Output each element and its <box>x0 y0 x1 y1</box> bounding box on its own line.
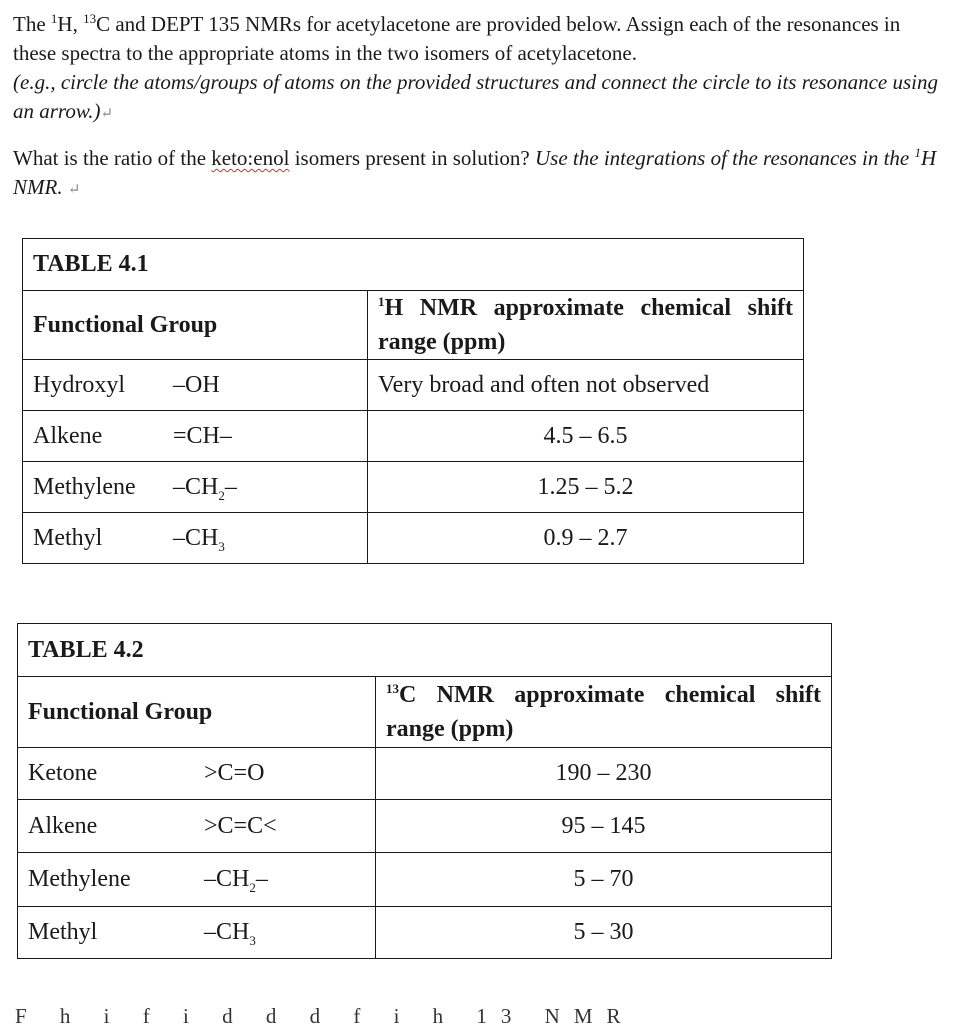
table-4-2 <box>17 623 832 959</box>
cut-off-text-line: F h i f i d d d f i h 13 NMR <box>15 1006 635 1026</box>
instruction-italic: (e.g., circle the atoms/groups of atoms on the provided structures and connect the circle to its resonance using an arrow.) <box>13 70 939 123</box>
return-mark-icon: ↵ <box>100 106 114 122</box>
col-header-functional-group: Functional Group <box>18 677 376 748</box>
table-caption: TABLE 4.1 <box>23 239 804 291</box>
table-caption: TABLE 4.2 <box>18 624 832 677</box>
table-row: Methyl $-CH_3$ 5 – 30 <box>18 907 832 959</box>
question-paragraph-2: What is the ratio of the keto:enol isomers present in solution? Use the integrations of the resonances in the $^1$H NMR. ↵ <box>13 145 937 199</box>
col-header-shift-range: $^{13}$C NMR approximate chemical shift range (ppm) <box>376 677 832 748</box>
table-row: Methylene $-CH_2-$ 5 – 70 <box>18 853 832 907</box>
col-header-functional-group: Functional Group <box>23 291 368 360</box>
col-header-shift-range: $^1$H NMR approximate chemical shift range (ppm) <box>368 291 804 360</box>
return-mark-icon: ↵ <box>67 182 81 198</box>
table-row: Alkene =CH– 4.5 – 6.5 <box>23 411 804 462</box>
table-row: Methylene $-CH_2-$ 1.25 – 5.2 <box>23 462 804 513</box>
table-row: Hydroxyl –OH Very broad and often not observed <box>23 360 804 411</box>
spellcheck-word: keto:enol <box>211 146 290 170</box>
question-paragraph-1: The $^1$H, $^{13}$C and DEPT 135 NMRs for acetylacetone are provided below. Assign each of the resonances in these spectra to the appropriate atoms in the two isomers of acetylacetone. (e.g., circle the atoms/groups of atoms on the provided structures and connect the circle to its resonance using an arrow.)↵ <box>13 11 939 123</box>
table-row: Alkene >C=C< 95 – 145 <box>18 800 832 853</box>
table-4-1 <box>22 238 804 564</box>
table-row: Methyl $-CH_3$ 0.9 – 2.7 <box>23 513 804 564</box>
table-row: Ketone >C=O 190 – 230 <box>18 748 832 800</box>
